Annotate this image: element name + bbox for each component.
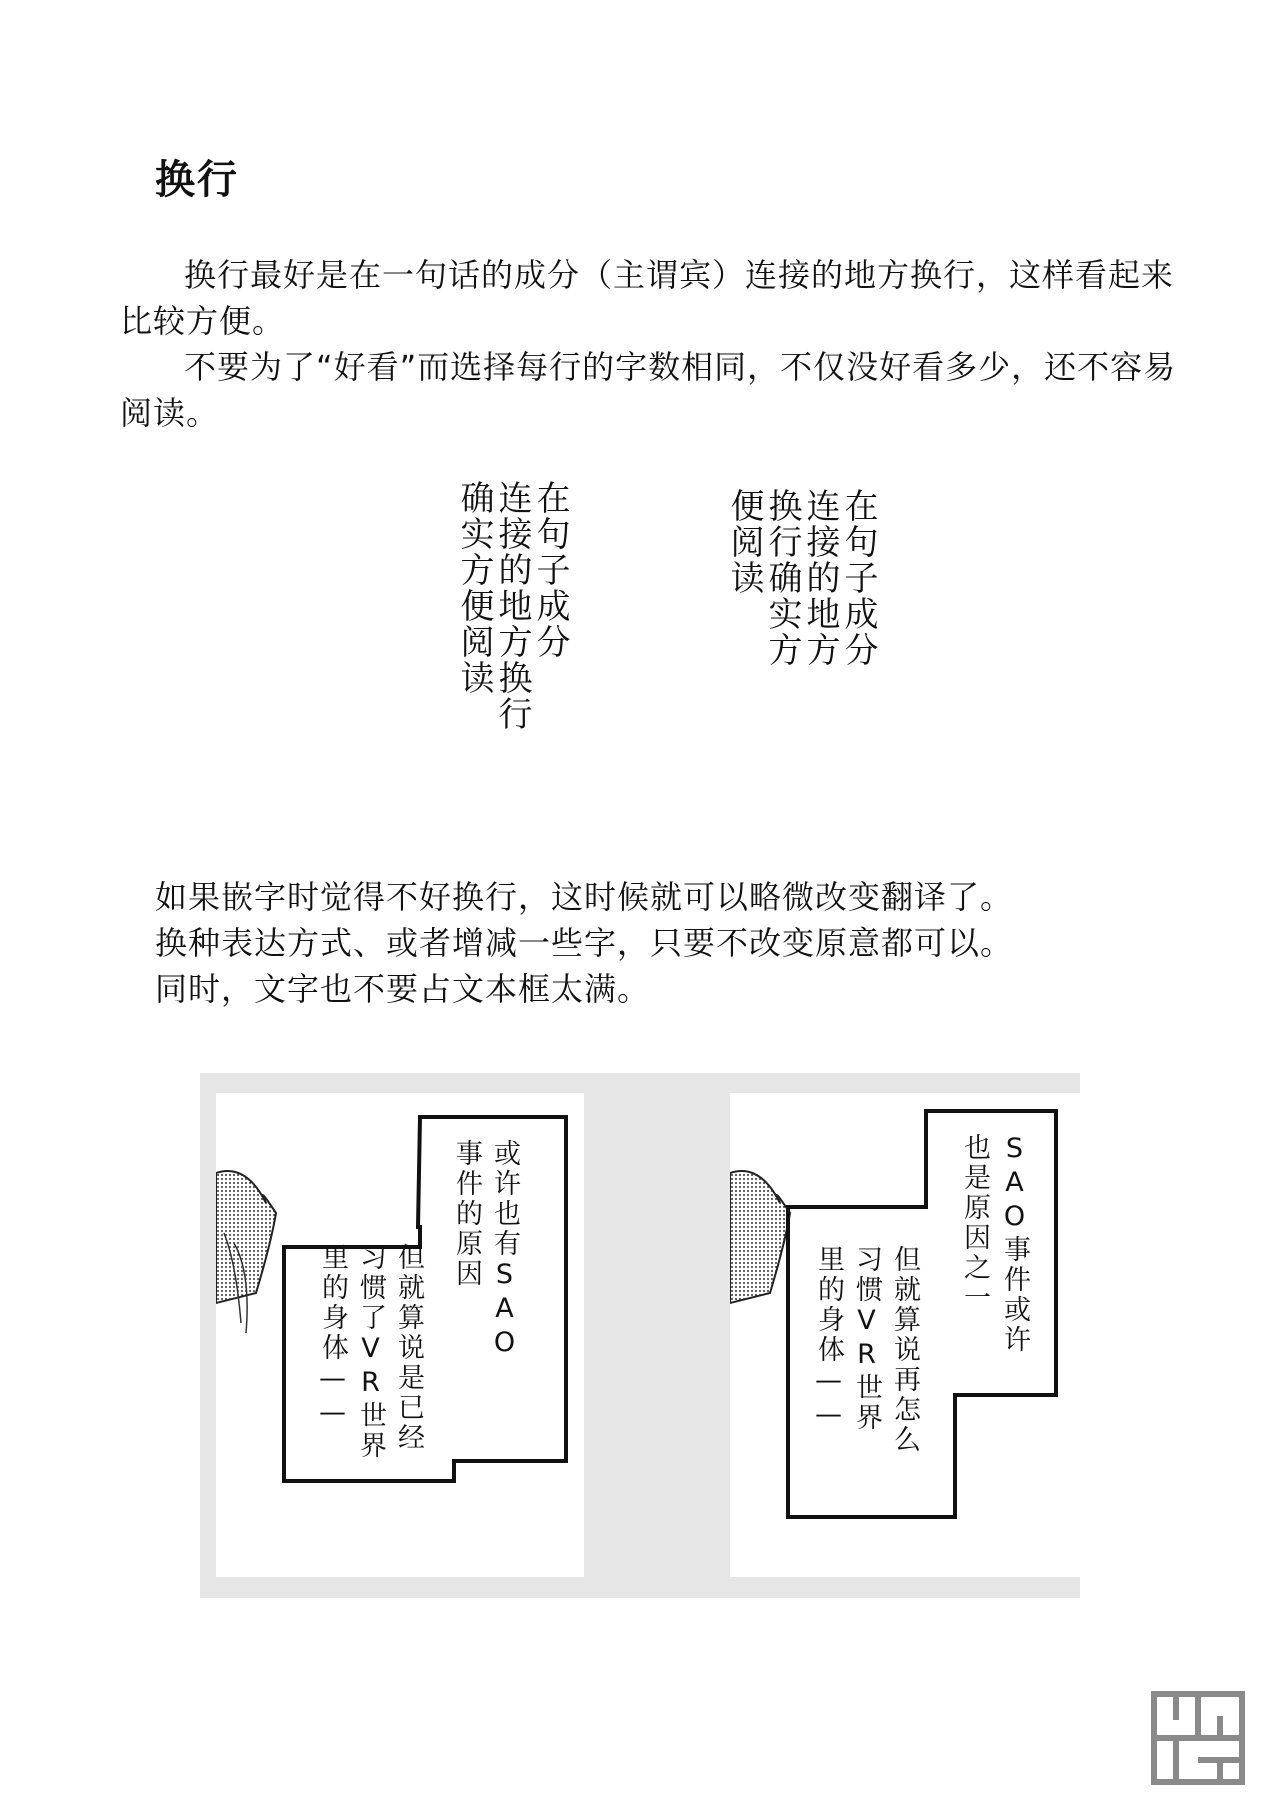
intro-paragraphs — [120, 252, 1180, 436]
paragraph-line-break-advice: 换行最好是在一句话的成分（主谓宾）连接的地方换行，这样看起来比较方便。 — [120, 256, 1175, 340]
rewording-line-1: 如果嵌字时觉得不好换行，这时候就可以略微改变翻译了。 — [155, 878, 1014, 916]
bubble-before-column-5: 里的身体—— — [317, 1243, 348, 1431]
bubble-before-column-4: 习惯了VR世界 — [355, 1243, 386, 1461]
paragraph-equal-length-warning: 不要为了“好看”而选择每行的字数相同，不仅没好看多少，还不容易阅读。 — [120, 348, 1177, 432]
good-example-column-2: 连接的地方换行 — [492, 480, 532, 732]
bubble-after-column-2: 也是原因之一 — [959, 1133, 990, 1313]
hair-illustration — [730, 1171, 790, 1303]
rewording-line-2: 换种表达方式、或者增减一些字，只要不改变原意都可以。 — [155, 924, 1014, 962]
comic-comparison — [200, 1073, 1080, 1598]
good-example-column-3: 确实方便阅读 — [454, 480, 494, 696]
comic-panel-before — [216, 1093, 584, 1577]
rewording-advice — [155, 874, 1215, 1012]
bad-example-column-3: 换行确实方 — [762, 488, 802, 668]
bubble-before-column-3: 但就算说是已经 — [393, 1243, 424, 1453]
bubble-after-column-4: 习惯VR世界 — [851, 1245, 882, 1433]
bubble-after-column-5: 里的身体—— — [813, 1245, 844, 1433]
bubble-before-column-1: 或许也有SAO — [489, 1139, 520, 1361]
bubble-before-column-2: 事件的原因 — [451, 1139, 482, 1289]
good-example-column-1: 在句子成分 — [530, 480, 570, 660]
rewording-line-3: 同时，文字也不要占文本框太满。 — [155, 970, 651, 1008]
bubble-after-column-1: SAO事件或许 — [999, 1133, 1030, 1355]
bad-example-column-2: 连接的地方 — [800, 488, 840, 668]
bad-example-column-4: 便阅读 — [724, 488, 764, 596]
bubble-after-column-3: 但就算说再怎么 — [889, 1245, 920, 1455]
page-title: 换行 — [155, 157, 239, 203]
good-line-break-example — [455, 480, 569, 732]
bad-example-column-1: 在句子成分 — [838, 488, 878, 668]
bad-line-break-example — [725, 488, 877, 668]
studio-logo-icon — [1150, 1690, 1246, 1786]
comic-panel-after — [730, 1093, 1098, 1577]
